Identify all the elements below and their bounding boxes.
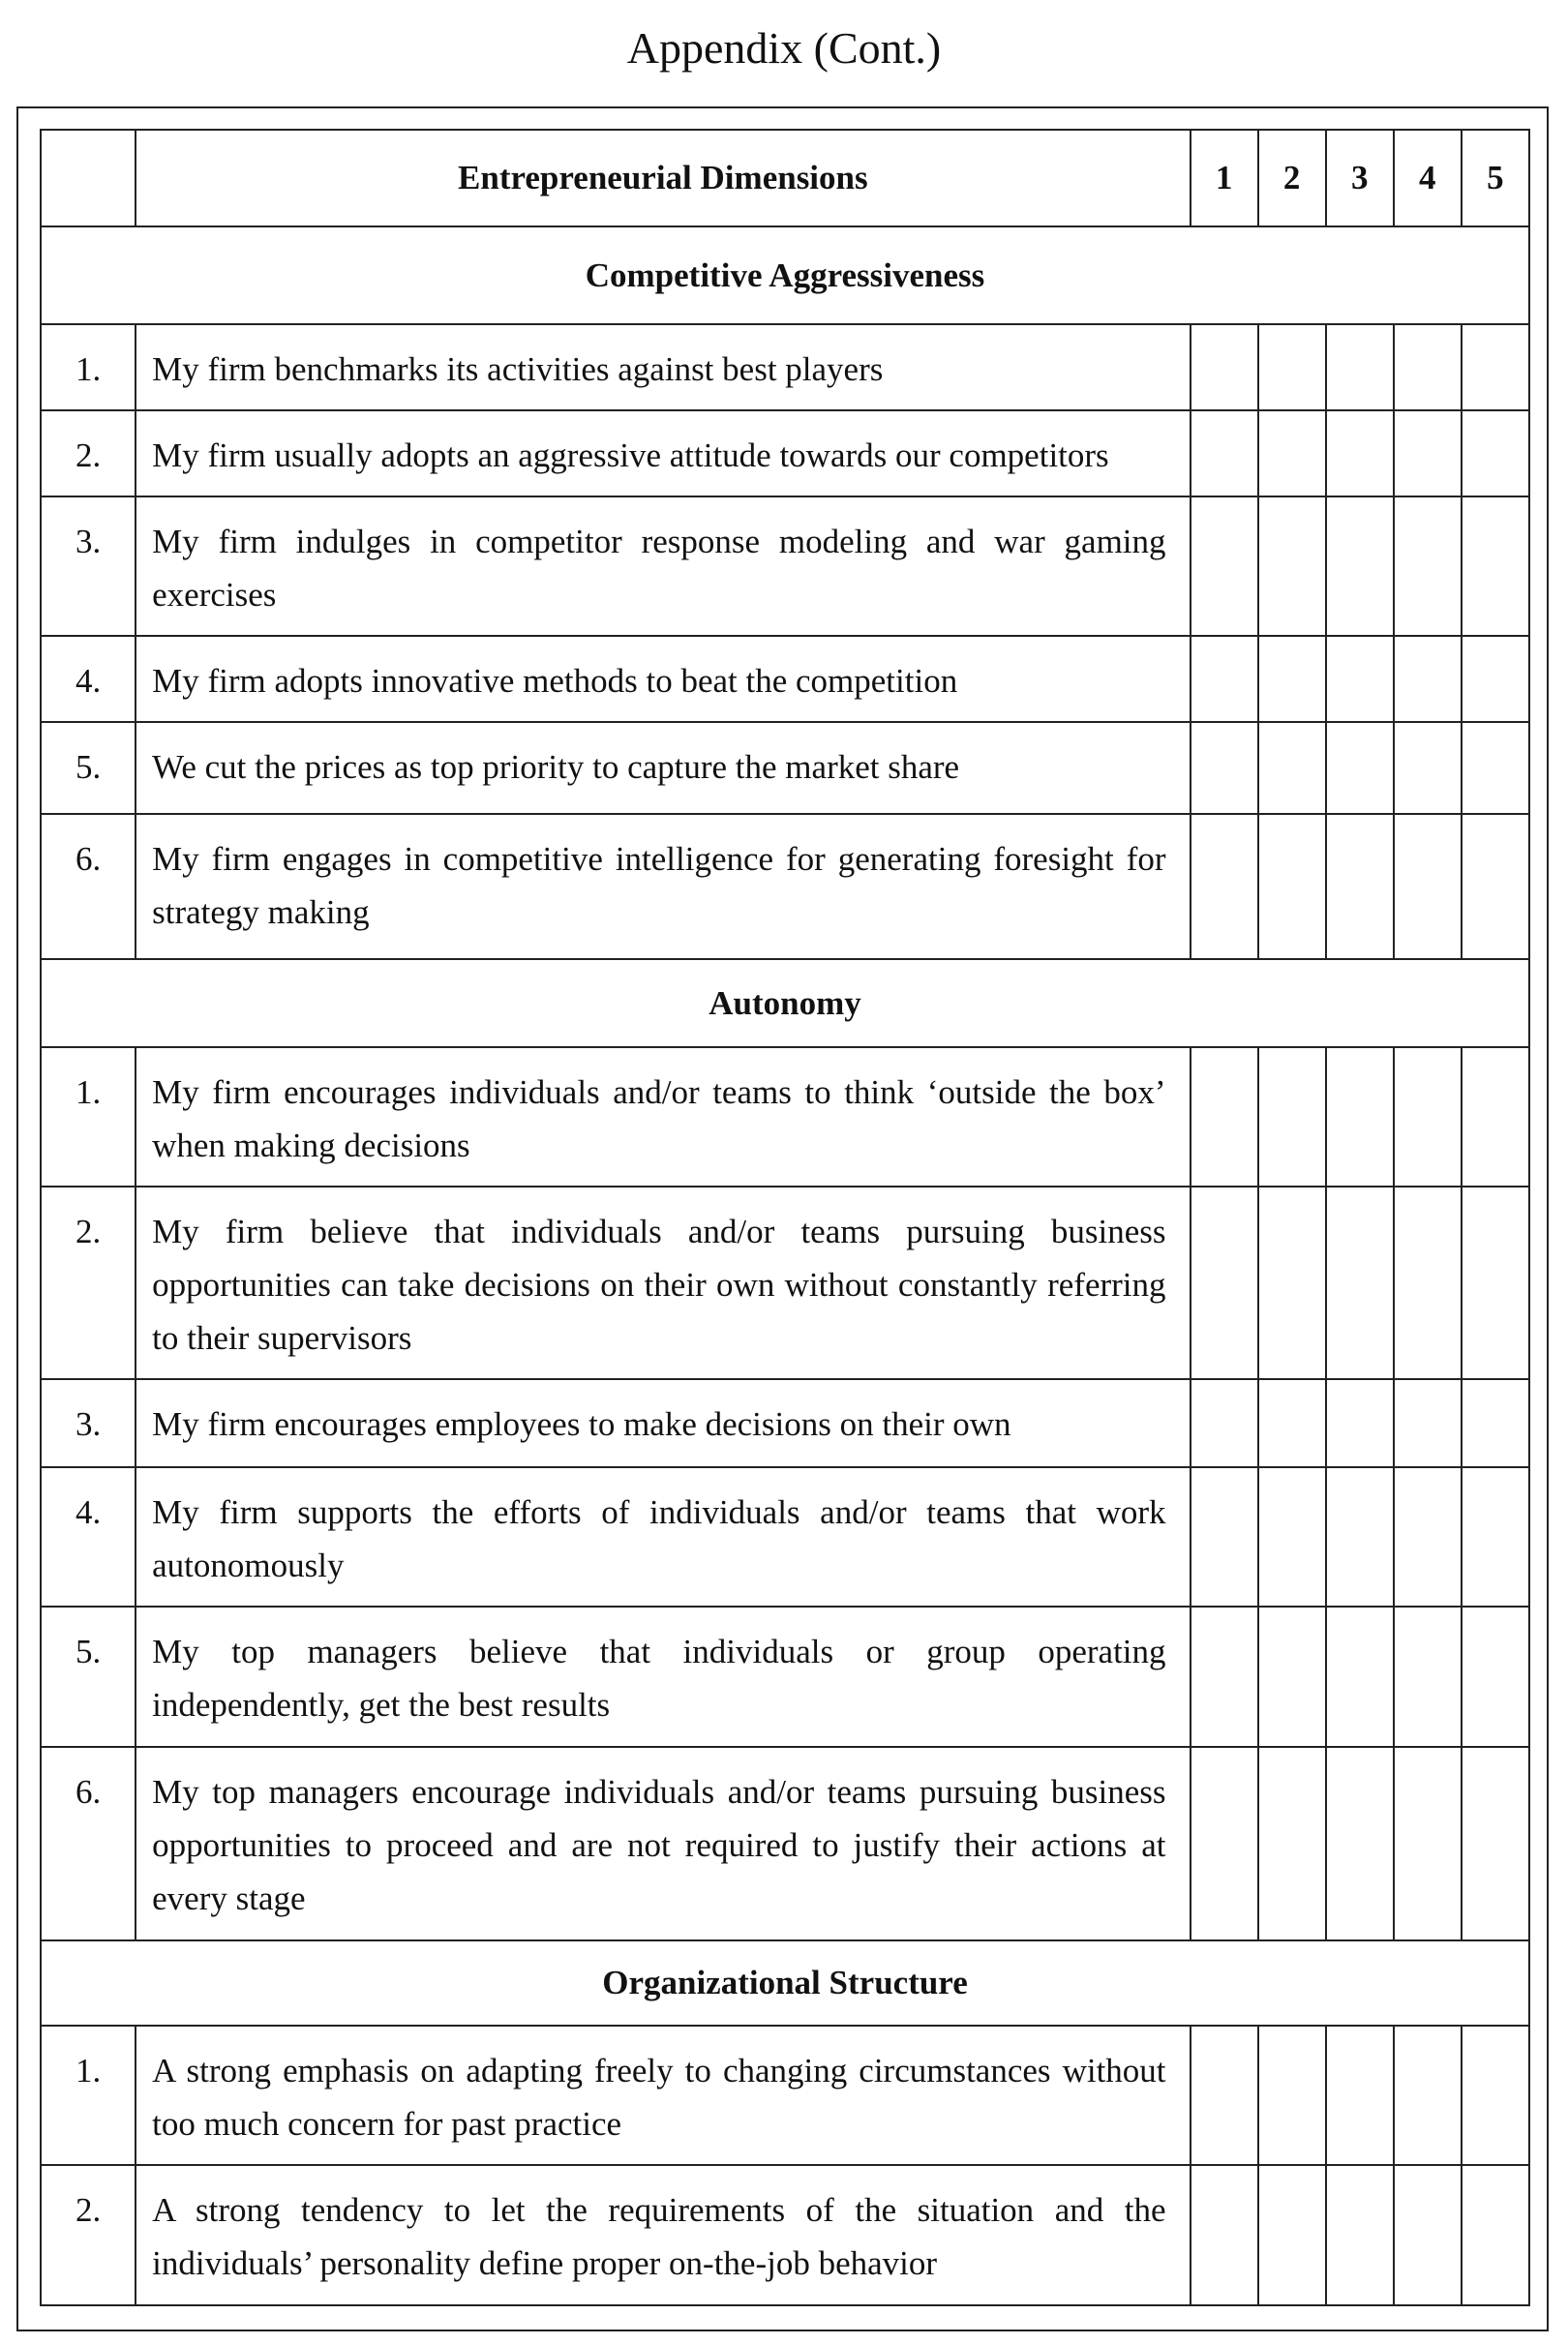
table-body: [41, 226, 1529, 2305]
table-row: [41, 1467, 1529, 1607]
header-scale-4: 4: [1394, 130, 1462, 226]
rating-cell-2: [1258, 722, 1326, 814]
header-scale-1: 1: [1191, 130, 1258, 226]
rating-cell-1: [1191, 410, 1258, 496]
item-statement: My firm engages in competitive intelligence for generating foresight for strategy making: [136, 814, 1190, 959]
item-statement: My firm believe that individuals and/or teams pursuing business opportunities can take decisions on their own without constantly referring to their supervisors: [136, 1187, 1190, 1379]
item-statement: My top managers encourage individuals and/or teams pursuing business opportunities to proceed and are not required to justify their actions at every stage: [136, 1747, 1190, 1940]
section-title: Organizational Structure: [41, 1940, 1529, 2026]
rating-cell-5: [1462, 814, 1529, 959]
rating-cell-4: [1394, 722, 1462, 814]
section-header-row: [41, 1940, 1529, 2026]
rating-cell-3: [1326, 1467, 1394, 1607]
rating-cell-1: [1191, 1187, 1258, 1379]
rating-cell-4: [1394, 636, 1462, 722]
rating-cell-4: [1394, 1747, 1462, 1940]
rating-cell-1: [1191, 1379, 1258, 1467]
rating-cell-1: [1191, 496, 1258, 636]
section-header-row: [41, 959, 1529, 1047]
rating-cell-5: [1462, 324, 1529, 410]
item-number: 4.: [41, 636, 136, 722]
item-statement: My firm encourages individuals and/or teams to think ‘outside the box’ when making decisions: [136, 1047, 1190, 1187]
rating-cell-4: [1394, 410, 1462, 496]
rating-cell-3: [1326, 722, 1394, 814]
table-row: [41, 636, 1529, 722]
table-row: [41, 2165, 1529, 2305]
rating-cell-3: [1326, 2026, 1394, 2165]
header-number-cell: [41, 130, 136, 226]
item-number: 2.: [41, 1187, 136, 1379]
rating-cell-1: [1191, 1607, 1258, 1747]
table-row: [41, 1379, 1529, 1467]
rating-cell-2: [1258, 636, 1326, 722]
item-number: 6.: [41, 1747, 136, 1940]
rating-cell-5: [1462, 1747, 1529, 1940]
header-scale-2: 2: [1258, 130, 1326, 226]
rating-cell-5: [1462, 410, 1529, 496]
item-number: 5.: [41, 1607, 136, 1747]
item-number: 3.: [41, 1379, 136, 1467]
rating-cell-3: [1326, 1187, 1394, 1379]
rating-cell-4: [1394, 1467, 1462, 1607]
rating-cell-4: [1394, 1047, 1462, 1187]
rating-cell-3: [1326, 1379, 1394, 1467]
rating-cell-5: [1462, 1607, 1529, 1747]
rating-cell-4: [1394, 2165, 1462, 2305]
rating-cell-3: [1326, 1747, 1394, 1940]
rating-cell-1: [1191, 1467, 1258, 1607]
item-statement: My firm supports the efforts of individuals and/or teams that work autonomously: [136, 1467, 1190, 1607]
rating-cell-1: [1191, 324, 1258, 410]
rating-cell-3: [1326, 324, 1394, 410]
rating-cell-5: [1462, 2165, 1529, 2305]
item-number: 5.: [41, 722, 136, 814]
item-number: 2.: [41, 410, 136, 496]
rating-cell-2: [1258, 1379, 1326, 1467]
rating-cell-3: [1326, 410, 1394, 496]
rating-cell-2: [1258, 1747, 1326, 1940]
item-number: 2.: [41, 2165, 136, 2305]
rating-cell-4: [1394, 1379, 1462, 1467]
item-number: 1.: [41, 1047, 136, 1187]
section-title: Competitive Aggressiveness: [41, 226, 1529, 324]
table-row: [41, 410, 1529, 496]
table-row: [41, 1607, 1529, 1747]
rating-cell-5: [1462, 1047, 1529, 1187]
rating-cell-3: [1326, 2165, 1394, 2305]
rating-cell-2: [1258, 1187, 1326, 1379]
item-statement: We cut the prices as top priority to capture the market share: [136, 722, 1190, 814]
rating-cell-4: [1394, 1607, 1462, 1747]
rating-cell-2: [1258, 2026, 1326, 2165]
rating-cell-5: [1462, 2026, 1529, 2165]
rating-cell-3: [1326, 1607, 1394, 1747]
rating-cell-1: [1191, 2165, 1258, 2305]
rating-cell-5: [1462, 496, 1529, 636]
rating-cell-1: [1191, 1747, 1258, 1940]
header-scale-3: 3: [1326, 130, 1394, 226]
table-row: [41, 1747, 1529, 1940]
section-title: Autonomy: [41, 959, 1529, 1047]
rating-cell-2: [1258, 1467, 1326, 1607]
rating-cell-2: [1258, 1607, 1326, 1747]
rating-cell-1: [1191, 636, 1258, 722]
item-number: 1.: [41, 2026, 136, 2165]
rating-cell-5: [1462, 1467, 1529, 1607]
table-header-row: [41, 130, 1529, 226]
rating-cell-2: [1258, 814, 1326, 959]
rating-cell-1: [1191, 2026, 1258, 2165]
item-statement: A strong tendency to let the requirements of the situation and the individuals’ personality define proper on-the-job behavior: [136, 2165, 1190, 2305]
rating-cell-2: [1258, 496, 1326, 636]
item-number: 4.: [41, 1467, 136, 1607]
rating-cell-5: [1462, 722, 1529, 814]
header-scale-5: 5: [1462, 130, 1529, 226]
rating-cell-2: [1258, 2165, 1326, 2305]
header-dimension-label: Entrepreneurial Dimensions: [136, 130, 1190, 226]
item-statement: My firm benchmarks its activities against best players: [136, 324, 1190, 410]
item-statement: A strong emphasis on adapting freely to changing circumstances without too much concern for past practice: [136, 2026, 1190, 2165]
table-row: [41, 1187, 1529, 1379]
table-row: [41, 722, 1529, 814]
rating-cell-5: [1462, 636, 1529, 722]
rating-cell-3: [1326, 1047, 1394, 1187]
rating-cell-3: [1326, 496, 1394, 636]
table-row: [41, 1047, 1529, 1187]
rating-cell-5: [1462, 1379, 1529, 1467]
rating-cell-4: [1394, 1187, 1462, 1379]
item-statement: My top managers believe that individuals or group operating independently, get the best results: [136, 1607, 1190, 1747]
rating-cell-2: [1258, 1047, 1326, 1187]
item-number: 1.: [41, 324, 136, 410]
item-statement: My firm encourages employees to make decisions on their own: [136, 1379, 1190, 1467]
rating-cell-4: [1394, 496, 1462, 636]
questionnaire-table: [40, 129, 1530, 2306]
rating-cell-4: [1394, 2026, 1462, 2165]
item-number: 3.: [41, 496, 136, 636]
rating-cell-2: [1258, 324, 1326, 410]
page-title: Appendix (Cont.): [626, 23, 942, 73]
rating-cell-1: [1191, 722, 1258, 814]
table-row: [41, 2026, 1529, 2165]
table-row: [41, 324, 1529, 410]
rating-cell-5: [1462, 1187, 1529, 1379]
table-row: [41, 496, 1529, 636]
rating-cell-3: [1326, 636, 1394, 722]
item-statement: My firm indulges in competitor response modeling and war gaming exercises: [136, 496, 1190, 636]
rating-cell-1: [1191, 1047, 1258, 1187]
rating-cell-3: [1326, 814, 1394, 959]
rating-cell-2: [1258, 410, 1326, 496]
item-number: 6.: [41, 814, 136, 959]
item-statement: My firm adopts innovative methods to beat the competition: [136, 636, 1190, 722]
rating-cell-1: [1191, 814, 1258, 959]
item-statement: My firm usually adopts an aggressive attitude towards our competitors: [136, 410, 1190, 496]
section-header-row: [41, 226, 1529, 324]
table-row: [41, 814, 1529, 959]
rating-cell-4: [1394, 814, 1462, 959]
rating-cell-4: [1394, 324, 1462, 410]
